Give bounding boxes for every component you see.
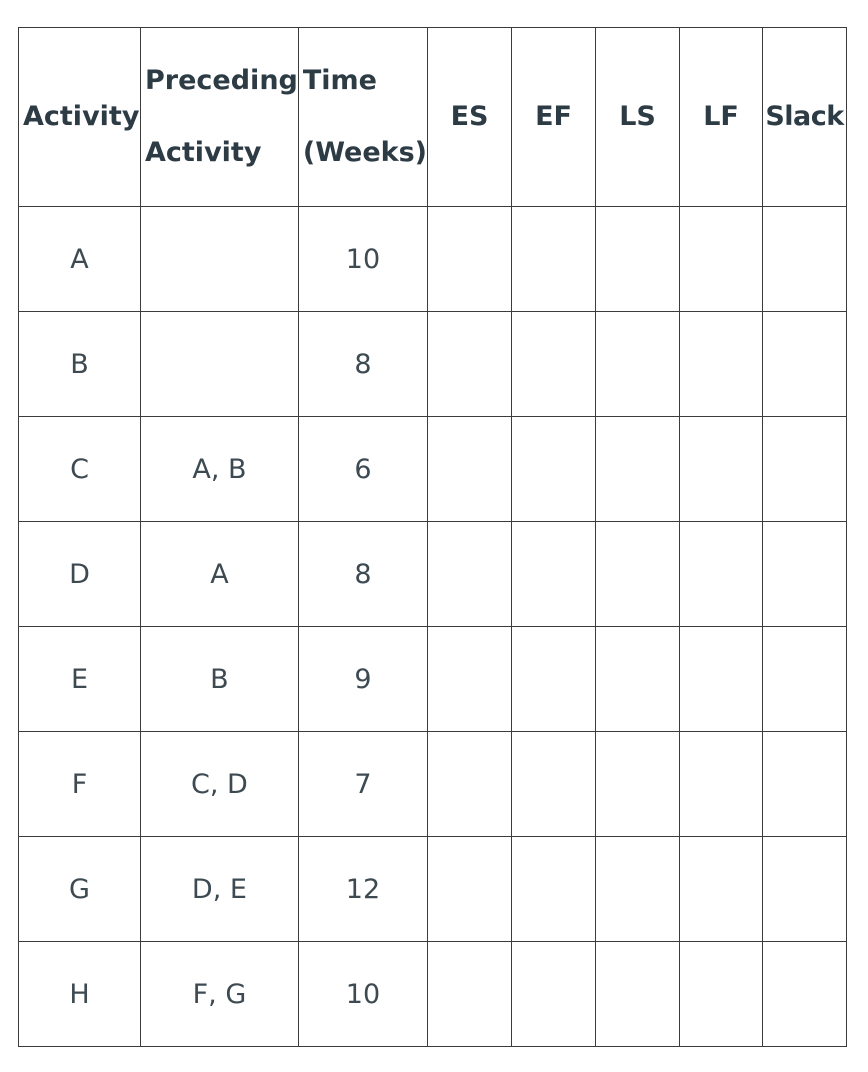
column-header-preceding-line: Activity <box>145 137 262 168</box>
cell-lf <box>680 837 763 942</box>
cell-slack <box>763 732 847 837</box>
cell-activity: A <box>19 207 141 312</box>
cell-lf <box>680 942 763 1047</box>
cell-slack <box>763 522 847 627</box>
column-header-preceding <box>141 28 299 207</box>
table-row <box>19 837 847 942</box>
cell-ls <box>596 207 680 312</box>
cell-preceding: B <box>141 627 299 732</box>
table-row <box>19 417 847 522</box>
cell-es <box>428 732 512 837</box>
cell-activity: H <box>19 942 141 1047</box>
activity-table-container <box>18 27 847 1047</box>
cell-es <box>428 312 512 417</box>
column-header-ef <box>512 28 596 207</box>
cell-lf <box>680 627 763 732</box>
cell-activity: C <box>19 417 141 522</box>
cell-preceding: D, E <box>141 837 299 942</box>
column-header-es <box>428 28 512 207</box>
cell-ef <box>512 732 596 837</box>
column-header-activity-line: Activity <box>23 101 140 132</box>
table-row <box>19 627 847 732</box>
activity-table <box>18 27 847 1047</box>
cell-preceding: A, B <box>141 417 299 522</box>
cell-slack <box>763 207 847 312</box>
cell-ls <box>596 627 680 732</box>
cell-slack <box>763 417 847 522</box>
cell-es <box>428 942 512 1047</box>
cell-time: 8 <box>298 312 427 417</box>
cell-time: 10 <box>298 207 427 312</box>
cell-time: 8 <box>298 522 427 627</box>
cell-activity: F <box>19 732 141 837</box>
column-header-preceding-line: Preceding <box>145 65 298 96</box>
cell-time: 6 <box>298 417 427 522</box>
table-row <box>19 522 847 627</box>
table-row <box>19 732 847 837</box>
cell-activity: G <box>19 837 141 942</box>
column-header-time-line: Time <box>302 65 377 96</box>
column-header-ls <box>596 28 680 207</box>
column-header-slack-line: Slack <box>765 101 844 132</box>
cell-ef <box>512 837 596 942</box>
cell-preceding <box>141 207 299 312</box>
cell-ls <box>596 837 680 942</box>
table-row <box>19 312 847 417</box>
table-body <box>19 207 847 1047</box>
cell-activity: B <box>19 312 141 417</box>
column-header-time-line: (Weeks) <box>302 137 428 168</box>
column-header-activity <box>19 28 141 207</box>
cell-preceding: C, D <box>141 732 299 837</box>
cell-ef <box>512 417 596 522</box>
cell-es <box>428 207 512 312</box>
table-row <box>19 207 847 312</box>
cell-ef <box>512 522 596 627</box>
column-header-ls-line: LS <box>619 101 656 132</box>
cell-lf <box>680 312 763 417</box>
table-header-row <box>19 28 847 207</box>
cell-preceding: A <box>141 522 299 627</box>
cell-ef <box>512 312 596 417</box>
cell-es <box>428 522 512 627</box>
cell-ef <box>512 627 596 732</box>
cell-lf <box>680 522 763 627</box>
column-header-lf <box>680 28 763 207</box>
cell-ls <box>596 732 680 837</box>
cell-slack <box>763 837 847 942</box>
cell-time: 9 <box>298 627 427 732</box>
cell-lf <box>680 732 763 837</box>
cell-activity: E <box>19 627 141 732</box>
cell-es <box>428 417 512 522</box>
table-row <box>19 942 847 1047</box>
cell-time: 10 <box>298 942 427 1047</box>
cell-ls <box>596 312 680 417</box>
cell-preceding: F, G <box>141 942 299 1047</box>
cell-slack <box>763 942 847 1047</box>
cell-ef <box>512 942 596 1047</box>
cell-activity: D <box>19 522 141 627</box>
cell-time: 12 <box>298 837 427 942</box>
column-header-ef-line: EF <box>535 101 572 132</box>
column-header-lf-line: LF <box>703 101 739 132</box>
cell-slack <box>763 312 847 417</box>
column-header-es-line: ES <box>450 101 489 132</box>
cell-ef <box>512 207 596 312</box>
column-header-time <box>298 28 427 207</box>
cell-ls <box>596 942 680 1047</box>
cell-lf <box>680 417 763 522</box>
cell-ls <box>596 417 680 522</box>
cell-lf <box>680 207 763 312</box>
cell-time: 7 <box>298 732 427 837</box>
cell-slack <box>763 627 847 732</box>
cell-es <box>428 627 512 732</box>
cell-ls <box>596 522 680 627</box>
column-header-slack <box>763 28 847 207</box>
cell-es <box>428 837 512 942</box>
cell-preceding <box>141 312 299 417</box>
